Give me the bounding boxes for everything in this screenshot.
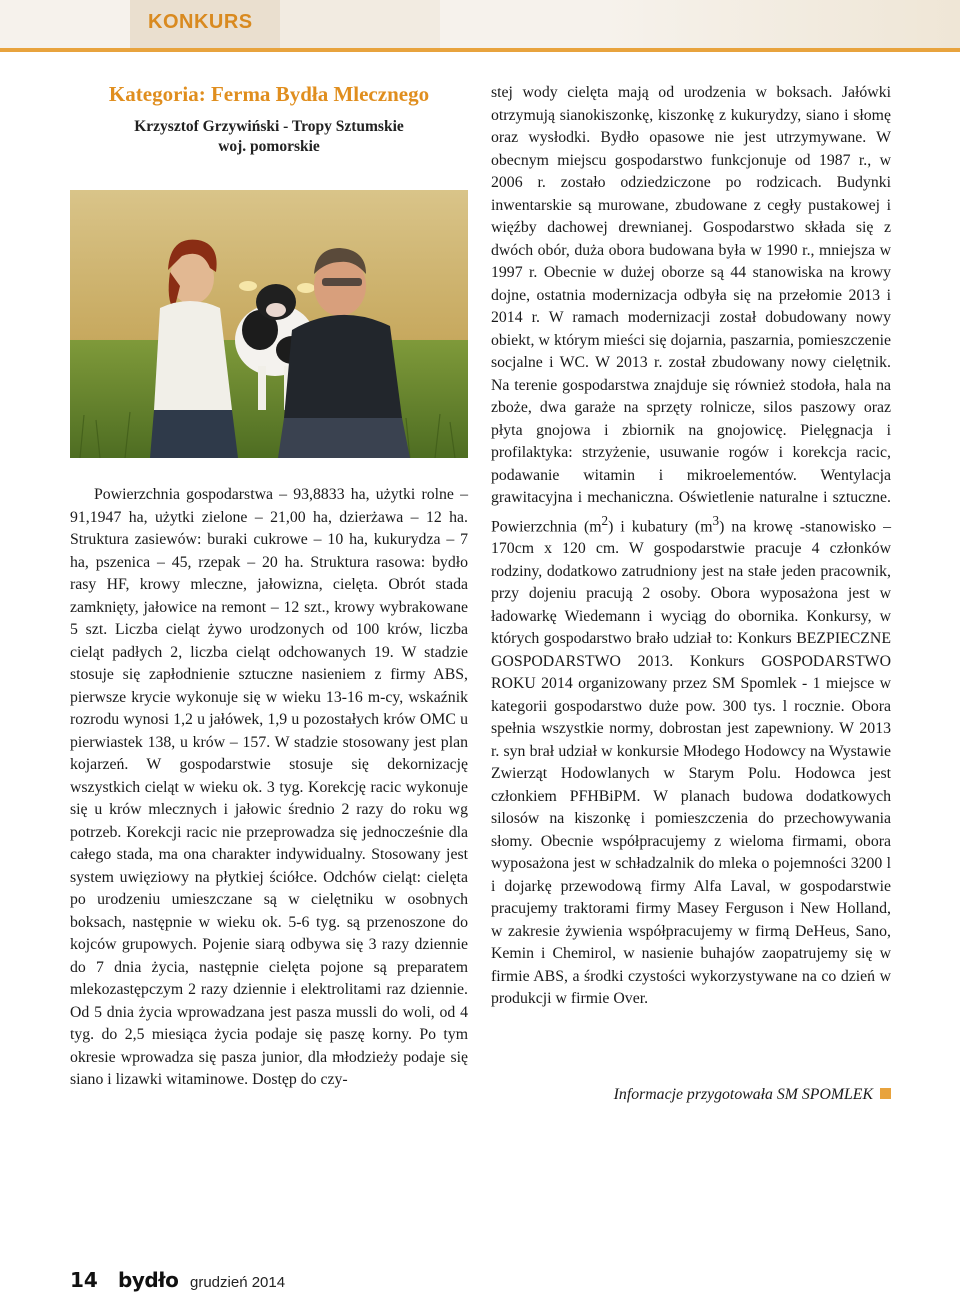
- article-signature: [491, 1086, 891, 1104]
- right-text-part-1: stej wody cielęta mają od urodzenia w boksach. Jałówki otrzymują sianokiszonkę, kiszonkę z kukurydzy, siano i słomę oraz wysłodki. Bydło opasowe nie jest utrzymywane. W obecnym miejscu gospodarstwo funkcjonuje od 1987 r., w 2006 r. zostało odziedziczone po rodzicach. Budynki inwentarskie są murowane, zbudowane z cegły pustakowej i więźby dachowej drewnianej. Gospodarstwo składa się z dwóch obór, duża obora budowana była w 1990 r., mniejsza w 1997 r. Obecnie w dużej oborze są 44 stanowiska na krowy dojne, ostatnia modernizacja odbyła się na przełomie 2013 i 2014 r. W ramach modernizacji został dobudowany nowy obiekt, w którym mieści się dojarnia, paszarnia, pomieszczenie socjalne i WC. W 2013 r. został zbudowany nowy cielętnik. Na terenie gospodarstwa znajduje się również stodoła, hala na zboże, dwa garaże na sprzęty rolnicze, silos paszowy oraz płyta gnojowa i zbiornik na gnojowicę. Pielęgnacja i profilaktyka: strzyżenie, usuwanie rogów i korekcja racic, podawanie witamin i mikroelementów. Wentylacja grawitacyjna i mechaniczna. Oświetlenie naturalne i sztuczne. Powierzchnia (m: [491, 84, 891, 535]
- category-title: Kategoria: Ferma Bydła Mlecznego: [108, 82, 430, 106]
- magazine-brand: bydło: [118, 1268, 179, 1292]
- left-column-paragraph: Powierzchnia gospodarstwa – 93,8833 ha, użytki rolne – 91,1947 ha, użytki zielone – 21,00 ha, dzierżawa – 12 ha. Struktura zasiewów: buraki cukrowe – 10 ha, kukurydza – 7 ha, pszenica – 45, rzepak – 20 ha. Struktura rasowa: bydło rasy HF, krowy mleczne, jałowizna, cielęta. Obrót stada zamknięty, jałowice na remont – 12 szt., krowy wybrakowane 5 szt. Liczba cieląt żywo urodzonych od 100 krów, liczba cieląt padłych 2, liczba cieląt odchowanych 19. W stadzie stosuje się zapłodnienie sztuczne nasieniem z firmy ABS, pierwsze krycie wykonuje się w wieku 13-16 m-cy, wskaźnik rozrodu wynosi 1,2 u jałówek, 1,9 u pozostałych krów OMC u pierwiastek 138, u krów – 157. W stadzie stosowany jest plan kojarzeń. W gospodarstwie stosuje się dekornizację wszystkich cieląt w wieku ok. 3 tyg. Korekcję racic wykonuje się u krów mlecznych i jałowic średnio 2 razy do roku wg potrzeb. Korekcji racic nie przeprowadza się jednocześnie dla całego stada, ma ona charakter indywidualny. Stosowany jest system uwięziowy na płytkiej ściółce. Odchów cieląt: cielęta po urodzeniu umieszczane są w cielętniku w osobnych boksach, następnie w wieku ok. 5-6 tyg. są przenoszone do kojców grupowych. Pojenie siarą odbywa się 3 razy dziennie do 7 dnia życia, następnie cielęta pojone są preparatem mlekozastępczym 2 razy dziennie i elektrolitami raz dziennie. Od 5 dnia życia wprowadzana jest pasza mussli do woli, od 4 tyg. do 2,5 miesiąca życia podaje się paszę korny. Po tym okresie wprowadza się pasza junior, dla młodzieży podaje się siano i lizawki witaminowe. Dostęp do czy-: [70, 486, 468, 1088]
- header-bar: [0, 0, 960, 52]
- section-label: KONKURS: [148, 11, 253, 33]
- farm-region: woj. pomorskie: [218, 138, 320, 155]
- issue-date: grudzień 2014: [190, 1274, 286, 1291]
- superscript-2: 2: [601, 512, 609, 528]
- right-column: [491, 82, 891, 1011]
- header-tab-shade-2: [280, 0, 440, 48]
- right-text-part-3: ) na krowę -stanowisko – 170cm x 120 cm. W gospodarstwie pracuje 4 członków rodziny, dodatkowo zatrudniony jest na stałe jeden pracownik, przy dojeniu pracują 2 osoby. Obora wyposażona jest w ładowarkę Wiedemann i wyciąg do obornika. Konkursy, w których gospodarstwo brało udział to: Konkurs BEZPIECZNE GOSPODARSTWO 2013. Konkurs GOSPODARSTWO ROKU 2014 organizowany przez SM Spomlek - 1 miejsce w kategorii gospodarstwo duże pow. 300 tys. l rocznie. Obora spełnia wszystkie normy, dobrostan jest zapewniony. W 2013 r. syn brał udział w konkursie Młodego Hodowcy na Wystawie Zwierząt Hodowlanych w Starym Polu. Hodowca jest członkiem PFHBiPM. W planach budowa dodatkowych silosów na kiszonkę i pomieszczenia do przechowywania słomy. Obecnie współpracujemy z wieloma firmami, obora wyposażona jest w schładzalnik do mleka o pojemności 3200 l i dojarkę przewodową firmy Alfa Laval, w gospodarstwie pracujemy traktorami firmy Masey Ferguson i New Holland, w zakresie żywienia współpracujemy w firmą DeHeus, Sano, Kemin i Chemirol, w nasienie buhajów zaopatrujemy się w firmie ABS, a środki czystości wykorzystywane na co dzień w produkcji w firmie Over.: [491, 517, 891, 1008]
- right-text-part-2: ) i kubatury (m: [608, 517, 713, 535]
- left-column: [70, 484, 468, 1092]
- farm-owner: Krzysztof Grzywiński - Tropy Sztumskie: [134, 118, 404, 135]
- right-column-paragraph: [491, 82, 891, 1011]
- end-square-icon: [880, 1088, 891, 1099]
- signature-text: Informacje przygotowała SM SPOMLEK: [613, 1086, 873, 1103]
- page-number: 14: [70, 1268, 98, 1292]
- superscript-3: 3: [712, 512, 720, 528]
- farm-photo: [70, 190, 468, 458]
